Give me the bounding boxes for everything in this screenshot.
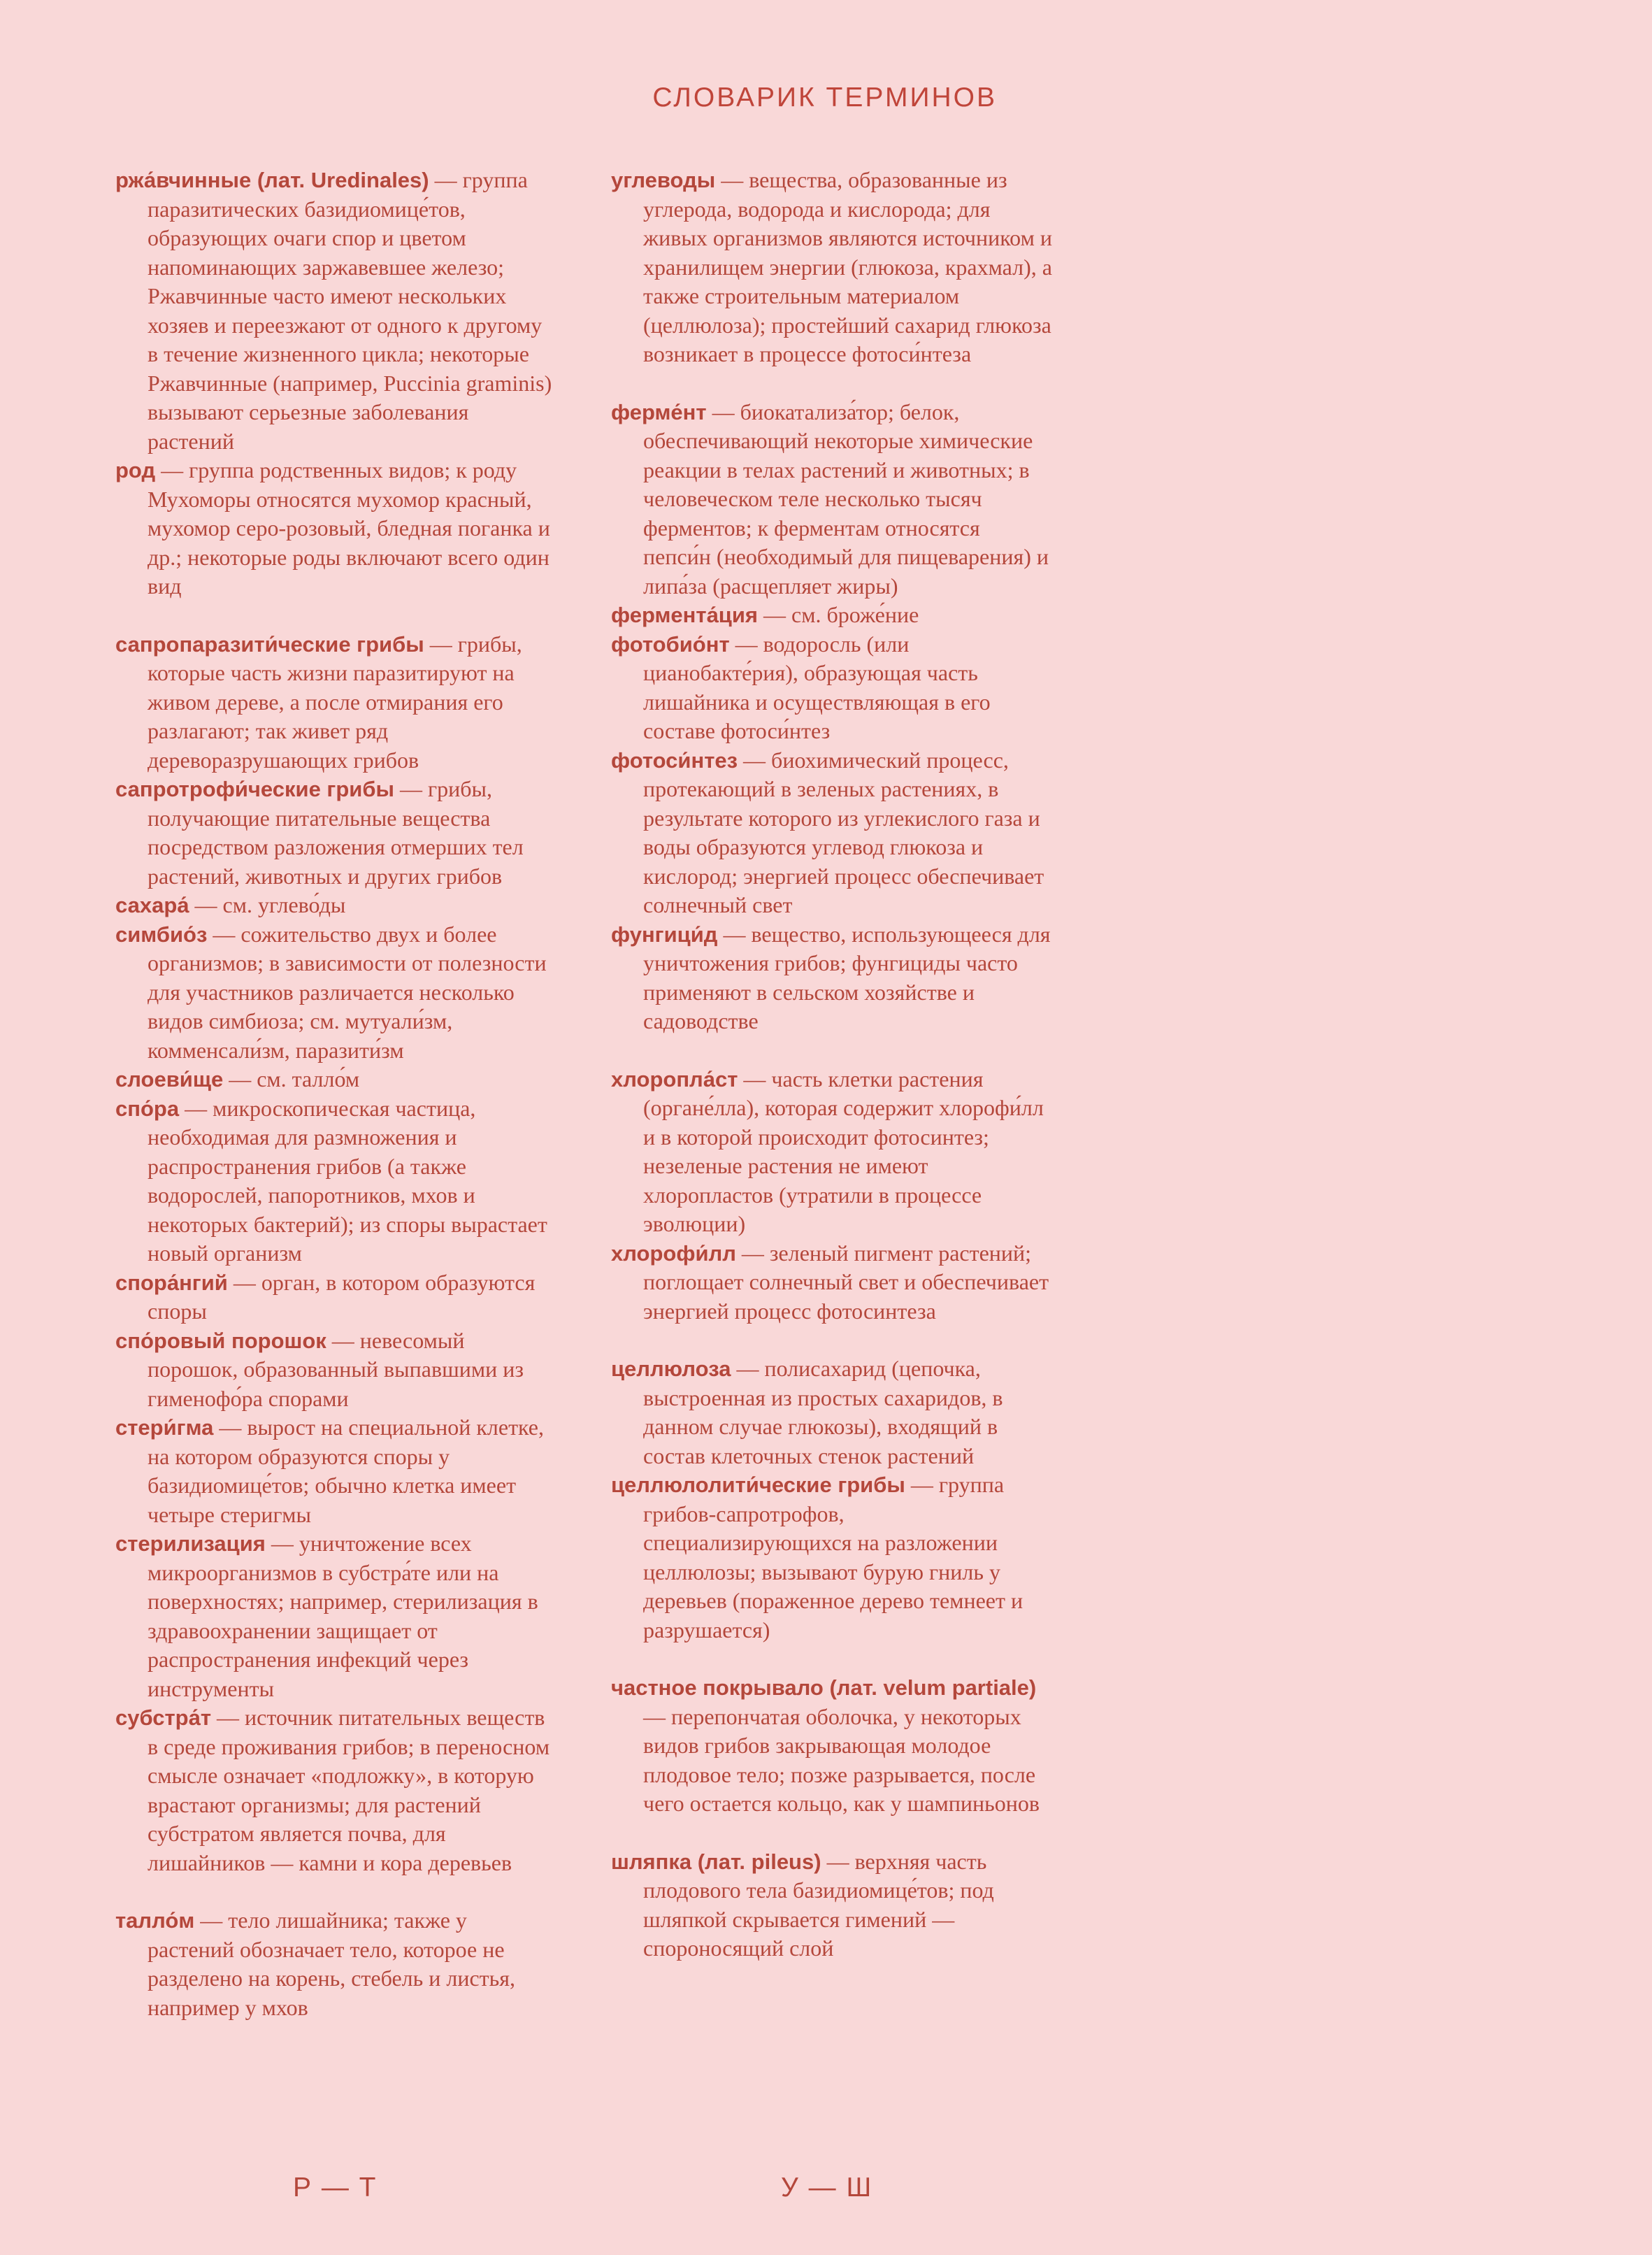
glossary-definition: — группа родственных видов; к роду Мухоморы относятся мухомор красный, мухомор серо-розовый, бледная поганка и др.; некоторые роды включают всего один вид xyxy=(148,457,550,599)
glossary-definition: — грибы, получающие питательные вещества посредством разложения отмерших тел растений, животных и других грибов xyxy=(148,776,524,889)
glossary-entry xyxy=(611,920,1053,1036)
glossary-term: спора́нгий xyxy=(115,1270,228,1295)
glossary-definition: — биохимический процесс, протекающий в зеленых растениях, в результате которого из углекислого газа и воды образуются углевод глюкоза и кислород; энергией процесс обеспечивает солнечный свет xyxy=(643,747,1044,917)
glossary-definition: — зеленый пигмент растений; поглощает солнечный свет и обеспечивает энергией процесс фотосинтеза xyxy=(643,1240,1049,1324)
letter-range-left: Р — Т xyxy=(293,2172,378,2203)
glossary-term: спо́ра xyxy=(115,1096,180,1121)
glossary-definition: — вырост на специальной клетке, на котором образуются споры у базидиомице́тов; обычно клетка имеет четыре стеригмы xyxy=(148,1415,544,1527)
glossary-definition: — часть клетки растения (органе́лла), которая содержит хлорофи́лл и в которой происходит фотосинтез; незеленые растения не имеют хлоропластов (утратили в процессе эволюции) xyxy=(643,1066,1044,1236)
glossary-term: ферме́нт xyxy=(611,399,707,424)
glossary-entry xyxy=(115,775,552,891)
glossary-definition: — группа паразитических базидиомице́тов, образующих очаги спор и цветом напоминающих заржавевшее железо; Ржавчинные часто имеют нескольких хозяев и переезжают от одного к другому в течение жизненного цикла; некоторые Ржавчинные (например, Puccinia graminis) вызывают серьезные заболевания растений xyxy=(148,167,552,454)
glossary-term: слоеви́ще xyxy=(115,1067,224,1091)
glossary-term: шляпка (лат. pileus) xyxy=(611,1849,821,1874)
glossary-definition: — верхняя часть плодового тела базидиомице́тов; под шляпкой скрывается гимений — спороносящий слой xyxy=(643,1848,994,1961)
glossary-term: стери́гма xyxy=(115,1415,214,1440)
glossary-definition: — вещество, использующееся для уничтожения грибов; фунгициды часто применяют в сельском хозяйстве и садоводстве xyxy=(643,921,1051,1033)
letter-range-right: У — Ш xyxy=(781,2172,873,2203)
glossary-term: ржа́вчинные (лат. Uredinales) xyxy=(115,168,429,192)
glossary-entry xyxy=(611,1847,1053,1963)
glossary-definition: — полисахарид (цепочка, выстроенная из простых сахаридов, в данном случае глюкозы), входящий в состав клеточных стенок растений xyxy=(643,1356,1003,1468)
glossary-term: углеводы xyxy=(611,168,716,192)
glossary-entry xyxy=(115,1326,552,1414)
glossary-entry xyxy=(115,1268,552,1326)
glossary-definition: — биокатализа́тор; белок, обеспечивающий некоторые химические реакции в телах растений и животных; в человеческом теле несколько тысяч ферментов; к ферментам относятся пепси́н (необходимый для пищеварения) и липа́за (расщепляет жиры) xyxy=(643,399,1049,599)
glossary-entry xyxy=(115,891,552,920)
glossary-column-right xyxy=(611,166,1053,1963)
glossary-term: фунгици́д xyxy=(611,922,718,947)
glossary-entry xyxy=(115,630,552,775)
glossary-term: фотобио́нт xyxy=(611,631,730,657)
glossary-definition: — тело лишайника; также у растений обозначает тело, которое не разделено на корень, стебель и листья, например у мхов xyxy=(148,1907,515,2020)
glossary-definition: — перепончатая оболочка, у некоторых видов грибов закрывающая молодое плодовое тело; позже разрывается, после чего остается кольцо, как у шампиньонов xyxy=(643,1703,1040,1816)
glossary-definition: — невесомый порошок, образованный выпавшими из гименофо́ра спорами xyxy=(148,1327,524,1411)
glossary-entry xyxy=(611,166,1053,369)
glossary-entry xyxy=(611,601,1053,630)
glossary-definition: — уничтожение всех микроорганизмов в субстра́те или на поверхностях; например, стерилизация в здравоохранении защищает от распространения инфекций через инструменты xyxy=(148,1531,538,1701)
glossary-definition: — см. талло́м xyxy=(223,1066,360,1091)
glossary-definition: — микроскопическая частица, необходимая для размножения и распространения грибов (а также водорослей, папоротников, мхов и некоторых бактерий); из споры вырастает новый организм xyxy=(148,1095,547,1266)
glossary-entry xyxy=(115,1065,552,1094)
glossary-term: род xyxy=(115,458,156,482)
glossary-term: сапропаразити́ческие грибы xyxy=(115,631,424,657)
glossary-entry xyxy=(611,398,1053,601)
glossary-entry xyxy=(611,630,1053,746)
glossary-term: целлюлоза xyxy=(611,1356,731,1381)
glossary-term: талло́м xyxy=(115,1908,195,1933)
glossary-definition: — см. углево́ды xyxy=(189,892,346,917)
glossary-column-left xyxy=(115,166,552,2022)
glossary-definition: — водоросль (или цианобакте́рия), образующая часть лишайника и осуществляющая в его составе фотоси́нтез xyxy=(643,631,991,743)
glossary-definition: — орган, в котором образуются споры xyxy=(148,1269,536,1324)
glossary-term: частное покрывало (лат. velum partiale) xyxy=(611,1675,1037,1700)
glossary-entry xyxy=(115,1906,552,2022)
glossary-term: сахара́ xyxy=(115,893,189,917)
glossary-entry xyxy=(115,920,552,1066)
glossary-entry xyxy=(115,1529,552,1703)
glossary-term: субстра́т xyxy=(115,1705,212,1730)
glossary-entry xyxy=(115,1413,552,1529)
glossary-term: хлорофи́лл xyxy=(611,1240,736,1266)
glossary-entry xyxy=(115,456,552,601)
glossary-definition: — см. броже́ние xyxy=(758,602,919,627)
glossary-entry xyxy=(115,1703,552,1877)
glossary-definition: — источник питательных веществ в среде проживания грибов; в переносном смысле означает «подложку», в которую врастают организмы; для растений субстратом является почва, для лишайников — камни и кора деревьев xyxy=(148,1705,550,1875)
glossary-entry xyxy=(611,1239,1053,1326)
glossary-term: целлюлолити́ческие грибы xyxy=(611,1473,905,1497)
glossary-entry xyxy=(115,1094,552,1268)
glossary-term: спо́ровый порошок xyxy=(115,1328,326,1353)
glossary-entry xyxy=(611,1065,1053,1239)
glossary-definition: — грибы, которые часть жизни паразитируют на живом дереве, а после отмирания его разлагают; так живет ряд дереворазрушающих грибов xyxy=(148,631,522,773)
glossary-term: фермента́ция xyxy=(611,603,759,627)
glossary-definition: — группа грибов-сапротрофов, специализирующихся на разложении целлюлозы; вызывают бурую гниль у деревьев (пораженное дерево темнеет и разрушается) xyxy=(643,1472,1023,1642)
glossary-definition: — вещества, образованные из углерода, водорода и кислорода; для живых организмов являются источником и хранилищем энергии (глюкоза, крахмал), а также строительным материалом (целлюлоза); простейший сахарид глюкоза возникает в процессе фотоси́нтеза xyxy=(643,167,1052,366)
glossary-entry xyxy=(115,166,552,456)
page-title: СЛОВАРИК ТЕРМИНОВ xyxy=(652,83,997,113)
glossary-entry xyxy=(611,1470,1053,1645)
glossary-definition: — сожительство двух и более организмов; в зависимости от полезности для участников различается несколько видов симбиоза; см. мутуали́зм, комменсали́зм, паразити́зм xyxy=(148,921,547,1063)
glossary-term: сапротрофи́ческие грибы xyxy=(115,777,394,801)
glossary-term: стерилизация xyxy=(115,1531,266,1556)
glossary-term: фотоси́нтез xyxy=(611,747,738,773)
glossary-term: хлоропла́ст xyxy=(611,1066,738,1091)
glossary-term: симбио́з xyxy=(115,922,208,947)
glossary-entry xyxy=(611,746,1053,920)
glossary-entry xyxy=(611,1354,1053,1470)
glossary-entry xyxy=(611,1673,1053,1819)
